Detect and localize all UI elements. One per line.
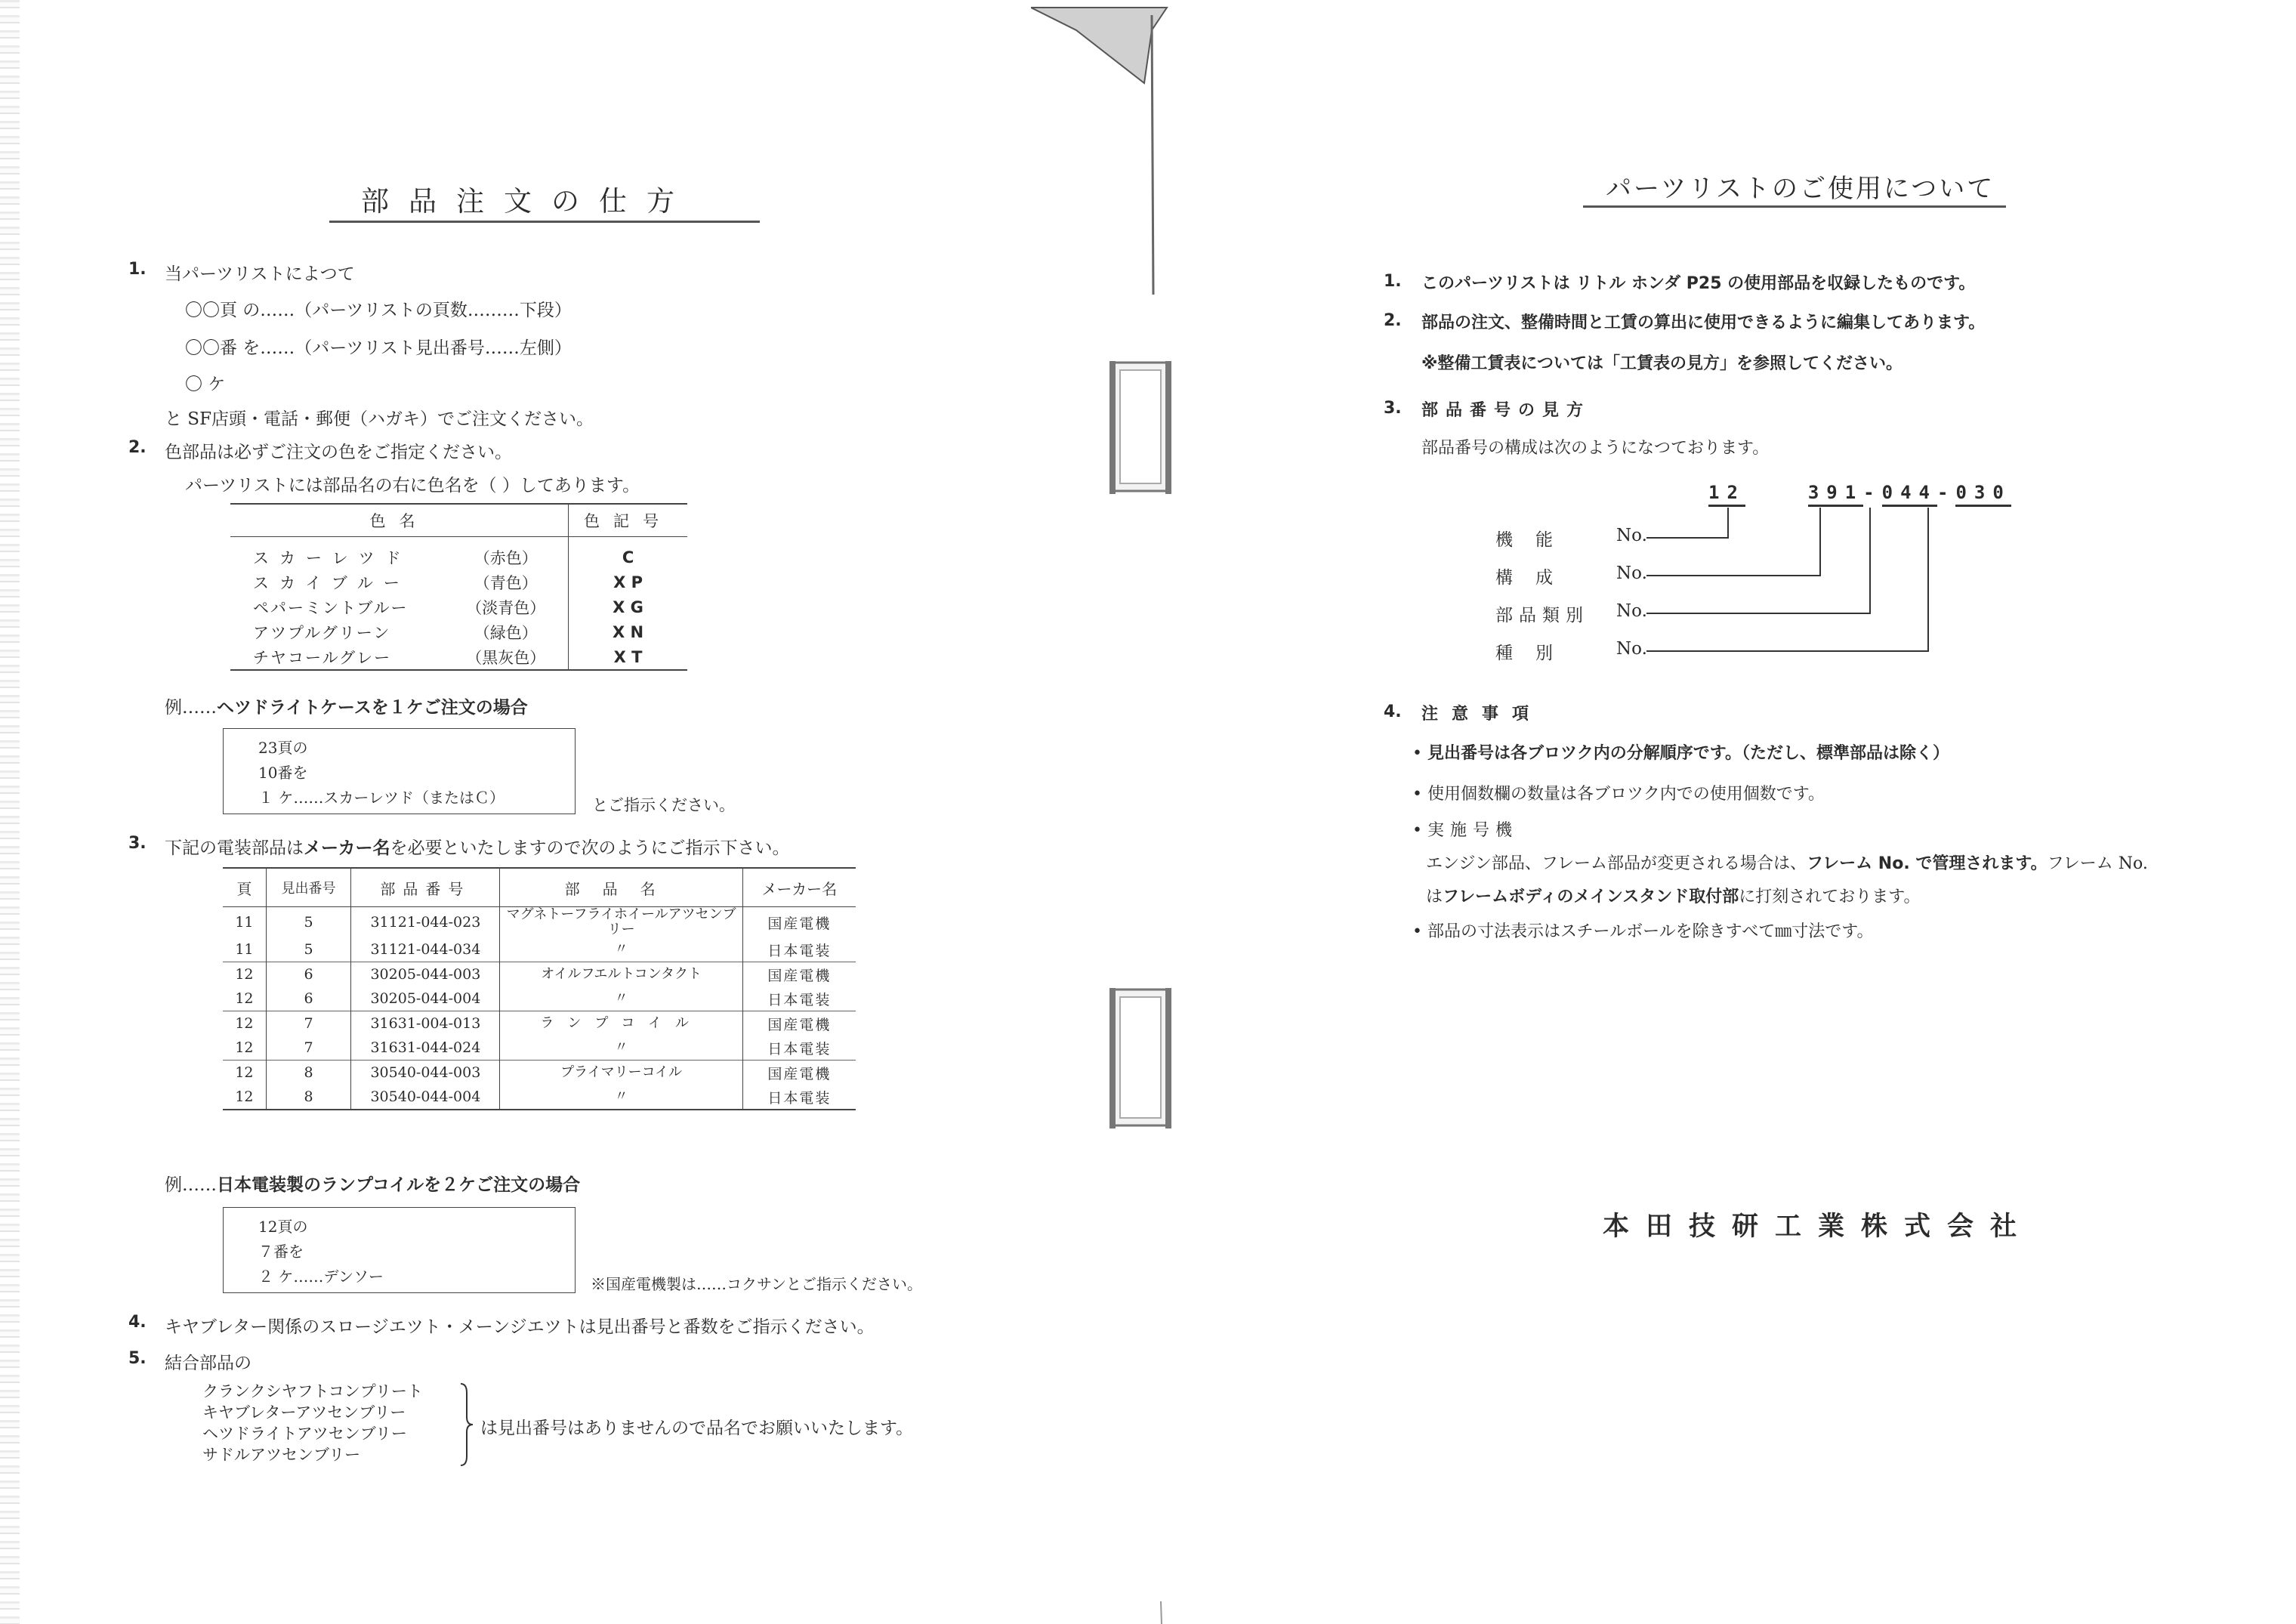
color-table-row	[230, 594, 687, 619]
right-item-2-text: 部品の注文、整備時間と工賃の算出に使用できるように編集してあります。	[1421, 313, 1986, 332]
cell-part-name: 〃	[500, 1085, 742, 1110]
color-name: スカーレツド	[253, 548, 412, 567]
example-1-prefix: 例……	[165, 698, 217, 718]
example-1-after: とご指示ください。	[592, 796, 735, 814]
color-name: ペパーミントブルー	[253, 598, 409, 617]
cell-part-no: 30205-044-004	[351, 986, 500, 1011]
note-3a-bold: フレーム No. で管理されます。	[1807, 854, 2048, 873]
note-3b-bold: フレームボディのメインスタンド取付部	[1443, 888, 1739, 906]
color-code: X T	[569, 644, 687, 670]
right-item-1-text: このパーツリストは リトル ホンダ P25 の使用部品を収録したものです。	[1421, 274, 1976, 293]
cell-part-no: 31121-044-023	[351, 907, 500, 938]
elec-header-index: 見出番号	[266, 868, 350, 907]
cell-part-name: プライマリーコイル	[500, 1061, 742, 1085]
part-number-connector-lines	[1639, 499, 1941, 661]
color-code: C	[569, 537, 687, 570]
no-label: No.	[1616, 639, 1647, 659]
table-row	[223, 1061, 856, 1085]
code-type: 030	[1955, 482, 2011, 507]
table-row	[223, 1085, 856, 1110]
bullet: •	[1412, 821, 1422, 840]
example-2-note: ※国産電機製は……コクサンとご指示ください。	[591, 1275, 922, 1293]
example-2-box-line-3: ２ ケ……デンソー	[258, 1267, 384, 1286]
no-label: No.	[1616, 526, 1647, 545]
right-item-3-number: 3.	[1384, 399, 1402, 418]
table-row	[223, 1011, 856, 1036]
cell-index: 5	[266, 907, 350, 938]
color-table-row	[230, 537, 687, 570]
left-page	[0, 0, 1035, 1624]
section-4-text: キヤブレター関係のスロージエツト・メーンジエツトは見出番号と番数をご指示ください。	[165, 1317, 875, 1337]
section-3-text	[165, 834, 790, 859]
cell-part-no: 30540-044-004	[351, 1085, 500, 1110]
color-table-header-code: 色記号	[569, 504, 687, 537]
cell-maker: 日本電装	[742, 986, 856, 1011]
section-5-item: ヘツドライトアツセンブリー	[202, 1425, 407, 1443]
color-table-header-name: 色名	[230, 504, 569, 537]
color-name: チヤコールグレー	[253, 648, 392, 667]
note-3b-pre: は	[1426, 888, 1443, 906]
cell-part-no: 31121-044-034	[351, 937, 500, 962]
no-label: No.	[1616, 601, 1647, 621]
section-5-item: キヤブレターアツセンブリー	[202, 1403, 406, 1422]
cell-page: 12	[223, 1061, 266, 1085]
section-3-text-a: 下記の電装部品は	[165, 838, 304, 858]
right-item-1-number: 1.	[1384, 272, 1402, 291]
cell-page: 11	[235, 941, 254, 958]
label-type: 種別	[1495, 644, 1575, 663]
right-item-3-heading: 部品番号の見方	[1421, 401, 1591, 420]
color-table-row	[230, 570, 687, 594]
cell-part-no: 30540-044-003	[351, 1061, 500, 1085]
cell-maker: 日本電装	[742, 937, 856, 962]
example-1-box-line-2: 10番を	[258, 764, 308, 782]
cell-maker: 日本電装	[742, 1085, 856, 1110]
right-page	[1035, 0, 2296, 1624]
section-1-number: 1.	[128, 260, 147, 279]
right-item-2-note: ※整備工賃表については「工賃表の見方」を参照してください。	[1421, 354, 1903, 373]
color-name-jp: （赤色）	[474, 548, 538, 567]
label-structure: 構成	[1495, 568, 1575, 588]
section-5-text: 結合部品の	[165, 1354, 252, 1373]
cell-part-no: 31631-004-013	[351, 1011, 500, 1036]
note-3a-post: フレーム No.	[2047, 854, 2148, 873]
cell-index: 8	[266, 1061, 350, 1085]
right-item-4-heading: 注意事項	[1421, 705, 1543, 724]
section-1-line-4: と SF店頭・電話・郵便（ハガキ）でご注文ください。	[165, 409, 594, 429]
note-4-text: 部品の寸法表示はスチールボールを除きすべて㎜寸法です。	[1427, 922, 1874, 941]
elec-header-maker: メーカー名	[742, 868, 856, 907]
cell-part-no: 30205-044-003	[351, 962, 500, 987]
cell-page: 12	[235, 990, 254, 1007]
cell-maker: 国産電機	[742, 1011, 856, 1036]
electrical-parts-table	[223, 867, 856, 1110]
elec-header-page: 頁	[223, 868, 266, 907]
left-page-title: 部品注文の仕方	[361, 185, 694, 218]
section-2-sub: パーツリストには部品名の右に色名を（ ）してあります。	[185, 476, 640, 496]
title-underline	[329, 221, 760, 223]
section-3-text-c: を必要といたしますので次のようにご指示下さい。	[390, 838, 790, 858]
color-name-jp: （緑色）	[474, 623, 538, 642]
color-code: X P	[569, 570, 687, 594]
right-item-3-sub: 部品番号の構成は次のようになつております。	[1421, 439, 1770, 458]
cell-page: 12	[223, 962, 266, 987]
cell-maker: 国産電機	[742, 962, 856, 987]
color-name-jp: （黒灰色）	[466, 648, 546, 667]
code-dash: -	[1863, 482, 1882, 503]
label-function: 機能	[1495, 530, 1575, 550]
bullet: •	[1412, 922, 1422, 941]
section-1-line-3: 〇 ケ	[185, 375, 226, 394]
color-code: X G	[569, 594, 687, 619]
note-1	[1412, 740, 1949, 764]
right-item-2-number: 2.	[1384, 311, 1402, 330]
note-4	[1412, 919, 1873, 942]
cell-index: 6	[266, 986, 350, 1011]
cell-part-name: 〃	[500, 986, 742, 1011]
example-2-box-line-1: 12頁の	[258, 1218, 308, 1236]
example-2-prefix: 例……	[165, 1175, 217, 1195]
section-5-brace	[458, 1382, 474, 1467]
cell-part-name: オイルフエルトコンタクト	[500, 962, 742, 987]
cell-page: 12	[235, 1088, 254, 1105]
cell-maker: 日本電装	[742, 1036, 856, 1061]
color-name-jp: （淡青色）	[466, 598, 546, 617]
section-1-line-2: 〇〇番 を……（パーツリスト見出番号……左側）	[185, 338, 572, 358]
table-row	[223, 986, 856, 1011]
bullet: •	[1412, 744, 1422, 763]
elec-header-part-no: 部品番号	[351, 868, 500, 907]
section-5-item: サドルアツセンブリー	[202, 1446, 361, 1464]
section-1-intro: 当パーツリストによつて	[165, 264, 355, 284]
cell-part-name: マグネトーフライホイールアツセンブリー	[500, 907, 742, 938]
color-name: スカイブルー	[253, 573, 410, 592]
cell-index: 7	[266, 1036, 350, 1061]
color-table-row	[230, 644, 687, 670]
table-row	[223, 1036, 856, 1061]
no-label: No.	[1616, 563, 1647, 583]
right-item-4-number: 4.	[1384, 702, 1402, 721]
color-name-jp: （青色）	[474, 573, 538, 592]
example-2-bold: 日本電装製のランプコイルを２ケご注文の場合	[217, 1175, 581, 1195]
cell-maker: 国産電機	[742, 907, 856, 938]
note-3-line-b	[1426, 884, 1921, 907]
cell-part-name: 〃	[500, 1036, 742, 1061]
section-3-text-bold: メーカー名	[304, 838, 390, 858]
color-table	[230, 503, 687, 671]
example-1-box-line-1: 23頁の	[258, 739, 308, 757]
cell-index: 7	[266, 1011, 350, 1036]
example-1-bold: ヘツドライトケースを１ケご注文の場合	[217, 698, 528, 718]
section-5-tail: は見出番号はありませんので品名でお願いいたします。	[480, 1419, 914, 1438]
note-3b-post: に打刻されております。	[1739, 888, 1921, 906]
note-3-text: 実施号機	[1427, 821, 1518, 840]
color-table-row	[230, 619, 687, 644]
cell-part-no: 31631-044-024	[351, 1036, 500, 1061]
cell-page: 11	[223, 907, 266, 938]
code-structure: 391	[1808, 482, 1863, 507]
cell-part-name: ランプコイル	[500, 1011, 742, 1036]
table-row	[223, 937, 856, 962]
note-2	[1412, 781, 1825, 804]
example-1	[165, 693, 528, 718]
note-3-line-a	[1426, 851, 2148, 874]
elec-header-part-name: 部品名	[500, 868, 742, 907]
cell-index: 8	[266, 1085, 350, 1110]
cell-page: 12	[223, 1011, 266, 1036]
example-2-box-line-2: ７番を	[258, 1243, 304, 1261]
right-page-title: パーツリストのご使用について	[1606, 174, 1995, 204]
note-3a-pre: エンジン部品、フレーム部品が変更される場合は、	[1426, 854, 1807, 873]
cell-index: 5	[266, 937, 350, 962]
section-5-items	[202, 1381, 423, 1465]
section-5-item: クランクシヤフトコンプリート	[202, 1382, 423, 1400]
note-1-text: 見出番号は各ブロツク内の分解順序です。（ただし、標準部品は除く）	[1427, 744, 1950, 763]
example-2	[165, 1171, 580, 1196]
example-1-box-line-3: １ ケ……スカーレツド（またはＣ）	[258, 789, 505, 807]
cell-page: 12	[235, 1039, 254, 1056]
code-function: 12	[1708, 482, 1745, 507]
cell-maker: 国産電機	[742, 1061, 856, 1085]
section-1-line-1: 〇〇頁 の……（パーツリストの頁数………下段）	[185, 301, 572, 320]
section-5-number: 5.	[128, 1349, 147, 1368]
cell-part-name: 〃	[500, 937, 742, 962]
cell-index: 6	[266, 962, 350, 987]
table-row	[223, 962, 856, 987]
section-4-number: 4.	[128, 1313, 147, 1332]
note-3	[1412, 817, 1518, 841]
color-name: アツプルグリーン	[253, 623, 391, 642]
code-category: 044	[1882, 482, 1937, 507]
section-2-number: 2.	[128, 438, 147, 457]
note-2-text: 使用個数欄の数量は各ブロツク内での使用個数です。	[1427, 785, 1825, 804]
table-row	[223, 907, 856, 938]
color-code: X N	[569, 619, 687, 644]
section-3-number: 3.	[128, 834, 147, 853]
code-dash: -	[1936, 482, 1956, 503]
right-title-underline	[1583, 205, 2006, 208]
label-category: 部品類別	[1495, 606, 1589, 625]
section-2-text: 色部品は必ずご注文の色をご指定ください。	[165, 443, 512, 462]
bullet: •	[1412, 785, 1422, 804]
company-name: 本田技研工業株式会社	[1603, 1212, 2034, 1242]
